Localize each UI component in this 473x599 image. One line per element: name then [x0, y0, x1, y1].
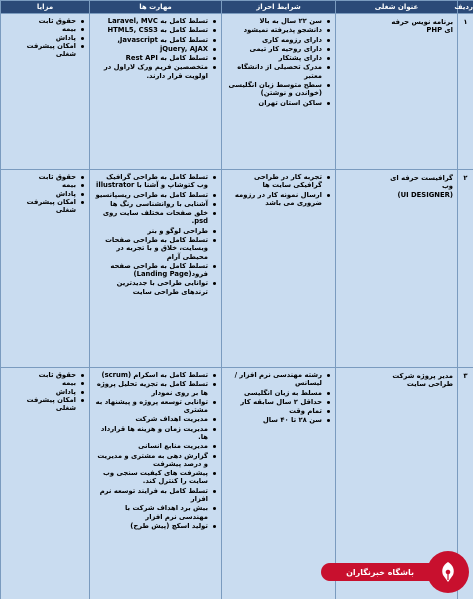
list-item: تسلط کامل به طراحی گرافیک وب کتوشاپ و آشنا با illustrator: [94, 173, 217, 190]
list-item: تسلط کامل به تجزیه تحلیل پروژه ها بر روی نمودار: [94, 380, 217, 397]
list-item: ساکن استان تهران: [226, 99, 331, 107]
list-item: مدیریت منابع انسانی: [94, 442, 217, 450]
job-title-cell: [336, 170, 458, 368]
job-title-line: وب: [441, 182, 453, 191]
job-title-cell: [336, 14, 458, 170]
list-item: پاداش: [5, 190, 85, 198]
skills-list: [94, 371, 217, 530]
job-title-line: برنامه نویس حرفه: [391, 18, 453, 26]
table-row: [1, 14, 473, 170]
row-number: ۱: [458, 14, 473, 170]
list-item: بیمه: [5, 25, 85, 33]
row-number: ۲: [458, 170, 473, 368]
requirements-list: [226, 173, 331, 207]
list-item: رشته مهندسی نرم افزار / لیسانس: [226, 371, 331, 388]
list-item: تسلط کامل به طراحی صفحات وبسایت، خلاق و با تجربه در محیطی آرام: [94, 236, 217, 261]
skills-cell: [90, 368, 222, 599]
list-item: پاداش: [5, 388, 85, 396]
benefits-list: [5, 17, 85, 58]
job-title-line: ای PHP: [426, 26, 453, 35]
list-item: تسلط کامل به Laravel, MVC: [94, 17, 217, 25]
requirements-cell: [222, 14, 336, 170]
list-item: توانایی طراحی با جدیدترین ترندهای طراحی سایت: [94, 279, 217, 296]
header-benefits: مزایا: [1, 1, 90, 14]
list-item: گزارش دهی به مشتری و مدیریت و درصد پیشرفت: [94, 452, 217, 469]
list-item: سن ۲۸ تا ۴۰ سال: [226, 416, 331, 424]
list-item: تسلط کامل به اسکرام (scrum): [94, 371, 217, 379]
list-item: تسلط کامل به HTML5, CSS3: [94, 26, 217, 34]
list-item: پاداش: [5, 34, 85, 42]
list-item: تسلط کامل به طراحی صفحه فرود(Landing Page): [94, 262, 217, 279]
skills-cell: [90, 170, 222, 368]
job-title-line: گرافیست حرفه ای: [390, 174, 453, 182]
list-item: متخصصین فریم ورک لاراول در اولویت قرار دارند.: [94, 63, 217, 80]
table-row: [1, 170, 473, 368]
benefits-cell: [1, 14, 90, 170]
list-item: مدرک تحصیلی از دانشگاه معتبر: [226, 63, 331, 80]
benefits-list: [5, 173, 85, 214]
table-header-row: [1, 1, 473, 14]
list-item: مسلط به زبان انگلیسی: [226, 389, 331, 397]
benefits-cell: [1, 170, 90, 368]
requirements-list: [226, 371, 331, 425]
list-item: امکان پیشرفت شغلی: [5, 42, 85, 59]
list-item: توانایی توسعه پروژه و پیشنهاد به مشتری: [94, 398, 217, 415]
job-title-line: (UI DESIGNER): [397, 190, 453, 199]
list-item: امکان پیشرفت شغلی: [5, 198, 85, 215]
list-item: پیشرفت های کیفیت سنجی وب سایت را کنترل کند.: [94, 469, 217, 486]
list-item: مدیریت اهداف شرکت: [94, 415, 217, 423]
benefits-cell: [1, 368, 90, 599]
list-item: jQuery, AJAX: [94, 45, 217, 53]
list-item: بیمه: [5, 379, 85, 387]
list-item: طراحی لوگو و بنر: [94, 227, 217, 235]
header-row-number: ردیف: [458, 1, 473, 14]
job-title-line: مدیر پروژه شرکت: [392, 372, 453, 380]
list-item: دارای روحیه کار تیمی: [226, 45, 331, 53]
list-item: تمام وقت: [226, 407, 331, 415]
list-item: تسلط کامل به Javascript,: [94, 36, 217, 44]
header-requirements: شرایط احراز: [222, 1, 336, 14]
list-item: تجربه کار در طراحی گرافیکی سایت ها: [226, 173, 331, 190]
skills-cell: [90, 14, 222, 170]
list-item: تسلط کامل به طراحی ریسپانسیو: [94, 191, 217, 199]
list-item: آشنایی با روانشناسی رنگ ها: [94, 200, 217, 208]
job-title-line: طراحی سایت: [406, 380, 453, 389]
list-item: مدیریت زمان و هزینه ها قرارداد ها.: [94, 425, 217, 442]
list-item: سطح متوسط زبان انگلیسی (خواندن و نوشتن): [226, 81, 331, 98]
requirements-list: [226, 17, 331, 107]
list-item: دارای رزومه کاری: [226, 36, 331, 44]
skills-list: [94, 17, 217, 80]
list-item: تسلط کامل به فرایند توسعه نرم افزار: [94, 487, 217, 504]
news-agency-watermark: [319, 551, 469, 593]
row-number: ۳: [458, 368, 473, 599]
list-item: دارای پشتکار: [226, 54, 331, 62]
list-item: ارسال نمونه کار در رزومه ضروری می باشد: [226, 191, 331, 208]
list-item: تسلط کامل به Rest API: [94, 54, 217, 62]
list-item: حقوق ثابت: [5, 17, 85, 25]
list-item: خلق صفحات مختلف سایت روی psd.: [94, 209, 217, 226]
watermark-logo: [427, 551, 469, 593]
header-skills: مهارت ها: [90, 1, 222, 14]
list-item: سن ۲۲ سال به بالا: [226, 17, 331, 25]
pen-nib-icon: [435, 559, 461, 585]
header-job-title: عنوان شغلی: [336, 1, 458, 14]
list-item: تولید اسکچ (پیش طرح): [94, 522, 217, 530]
list-item: حداقل ۲ سال سابقه کار: [226, 398, 331, 406]
list-item: امکان پیشرفت شغلی: [5, 396, 85, 413]
skills-list: [94, 173, 217, 296]
watermark-label: باشگاه خبرنگاران: [321, 563, 439, 581]
list-item: بیمه: [5, 181, 85, 189]
list-item: دانشجو پذیرفته نمیشود: [226, 26, 331, 34]
list-item: حقوق ثابت: [5, 173, 85, 181]
list-item: حقوق ثابت: [5, 371, 85, 379]
requirements-cell: [222, 170, 336, 368]
benefits-list: [5, 371, 85, 412]
list-item: بیش برد اهداف شرکت با مهندسی نرم افزار: [94, 504, 217, 521]
